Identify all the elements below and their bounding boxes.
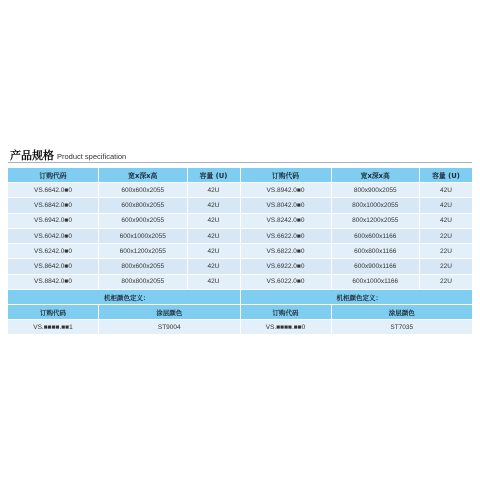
table-cell: 22U: [420, 275, 472, 289]
table-cell: VS.6822.0■0: [241, 244, 331, 258]
table-cell: 600x600x1166: [332, 229, 420, 243]
table-cell: 600x600x2055: [99, 183, 187, 197]
table-cell: 800x1000x2055: [332, 198, 420, 212]
table-cell: 42U: [188, 198, 240, 212]
color-coating-value: ST9004: [99, 320, 240, 334]
color-coating-value: ST7035: [332, 320, 473, 334]
table-cell: VS.6622.0■0: [241, 229, 331, 243]
table-cell: VS.8642.0■0: [8, 259, 98, 273]
table-cell: 42U: [188, 259, 240, 273]
table-cell: 600x900x2055: [99, 214, 187, 228]
table-cell: 42U: [420, 214, 472, 228]
section-heading: [10, 147, 126, 163]
col-header-capacity: 容量 (U): [188, 168, 240, 182]
col-header-order-code: 订购代码: [8, 168, 98, 182]
table-cell: VS.6042.0■0: [8, 229, 98, 243]
color-header-coating: 涂层颜色: [99, 305, 240, 319]
table-cell: 600x900x1166: [332, 259, 420, 273]
col-header-dimensions: 宽x深x高: [332, 168, 420, 182]
table-cell: VS.6842.0■0: [8, 198, 98, 212]
color-header-order-code: 订购代码: [8, 305, 98, 319]
table-cell: VS.8842.0■0: [8, 275, 98, 289]
table-cell: VS.8042.0■0: [241, 198, 331, 212]
table-cell: 22U: [420, 229, 472, 243]
table-cell: VS.8242.0■0: [241, 214, 331, 228]
color-header-coating: 涂层颜色: [332, 305, 473, 319]
table-cell: 42U: [188, 183, 240, 197]
table-cell: 600x1000x2055: [99, 229, 187, 243]
table-cell: VS.6642.0■0: [8, 183, 98, 197]
table-cell: 600x1200x2055: [99, 244, 187, 258]
section-title-en: Product specification: [57, 152, 127, 161]
table-cell: 42U: [420, 183, 472, 197]
table-cell: 800x900x2055: [332, 183, 420, 197]
table-cell: VS.8942.0■0: [241, 183, 331, 197]
table-cell: 600x800x1166: [332, 244, 420, 258]
table-cell: VS.6922.0■0: [241, 259, 331, 273]
col-header-order-code: 订购代码: [241, 168, 331, 182]
table-cell: VS.6242.0■0: [8, 244, 98, 258]
table-cell: 42U: [188, 229, 240, 243]
heading-divider: [8, 162, 472, 163]
table-cell: 42U: [420, 198, 472, 212]
col-header-capacity: 容量 (U): [420, 168, 472, 182]
color-header-order-code: 订购代码: [241, 305, 331, 319]
table-cell: 42U: [188, 214, 240, 228]
color-definition-label: 机柜颜色定义：: [8, 290, 240, 304]
table-cell: VS.6022.0■0: [241, 275, 331, 289]
color-definition-label: 机柜颜色定义：: [241, 290, 473, 304]
table-cell: 42U: [188, 244, 240, 258]
table-cell: 600x800x2055: [99, 198, 187, 212]
table-cell: 22U: [420, 244, 472, 258]
table-cell: VS.6942.0■0: [8, 214, 98, 228]
spec-table: [8, 168, 472, 334]
table-cell: 800x600x2055: [99, 259, 187, 273]
color-order-code: VS.■■■■.■■1: [8, 320, 98, 334]
section-title-zh: 产品规格: [10, 149, 54, 162]
table-cell: 800x800x2055: [99, 275, 187, 289]
color-order-code: VS.■■■■.■■0: [241, 320, 331, 334]
table-cell: 22U: [420, 259, 472, 273]
table-cell: 800x1200x2055: [332, 214, 420, 228]
col-header-dimensions: 宽x深x高: [99, 168, 187, 182]
table-cell: 600x1000x1166: [332, 275, 420, 289]
table-cell: 42U: [188, 275, 240, 289]
